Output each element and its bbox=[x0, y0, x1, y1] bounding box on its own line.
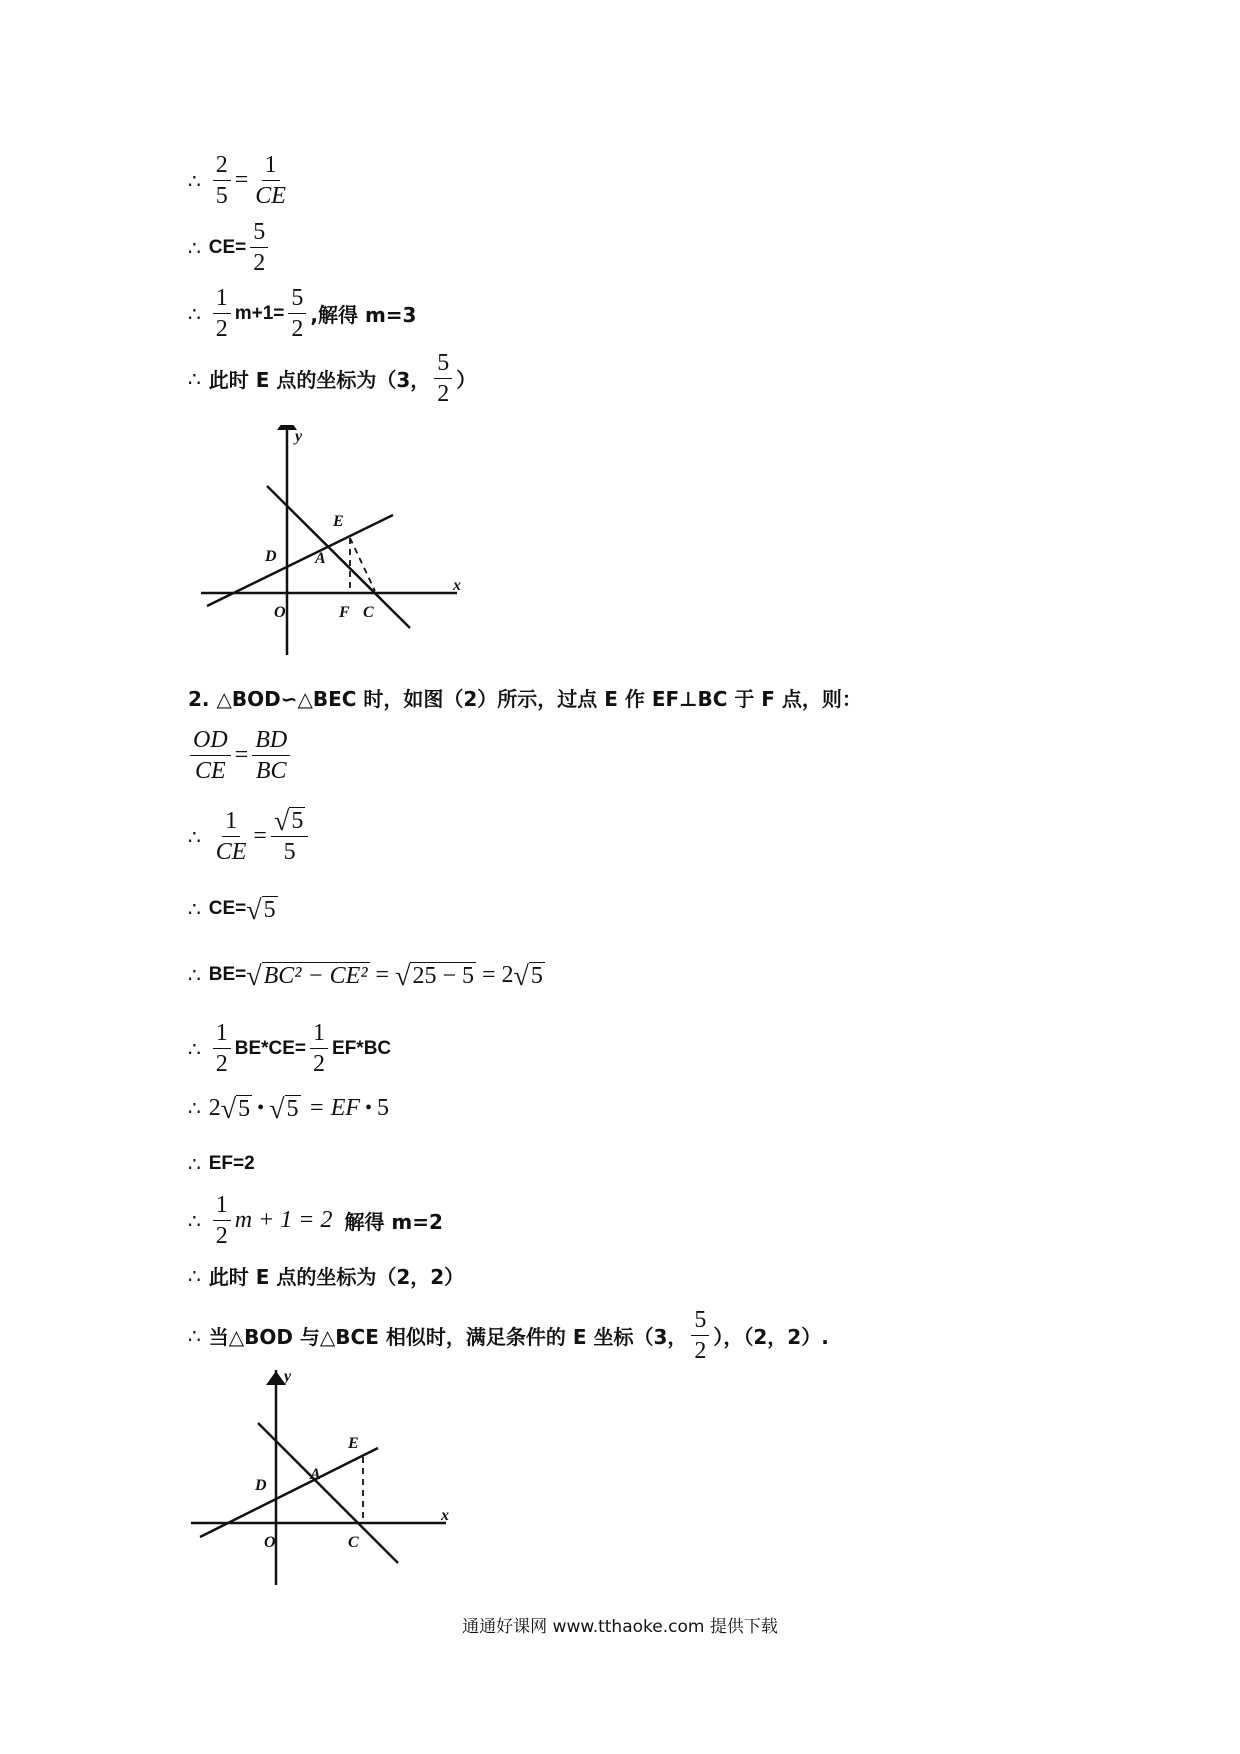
therefore-icon: ∴ bbox=[188, 824, 201, 849]
denominator: 2 bbox=[215, 316, 228, 342]
label: CE= bbox=[208, 898, 247, 919]
dashed-ec bbox=[350, 538, 375, 591]
therefore-icon: ∴ bbox=[188, 168, 201, 193]
therefore-icon: ∴ bbox=[188, 1323, 201, 1348]
dot-operator: • bbox=[365, 1096, 373, 1119]
sqrt: √ 5 bbox=[269, 1094, 299, 1125]
label-e: E bbox=[333, 513, 344, 530]
numerator: 5 bbox=[250, 217, 268, 248]
equation-text: EF=2 bbox=[208, 1153, 255, 1174]
denominator: 2 bbox=[694, 1338, 707, 1364]
numerator: 5 bbox=[691, 1305, 709, 1336]
denominator: 2 bbox=[437, 381, 450, 407]
denominator: 2 bbox=[215, 1223, 228, 1249]
therefore-icon: ∴ bbox=[188, 301, 201, 326]
step-ce-sqrt5 bbox=[188, 895, 278, 926]
step-be-value bbox=[188, 961, 545, 992]
fraction bbox=[310, 1018, 328, 1079]
sqrt: √ 5 bbox=[220, 1094, 251, 1125]
solution-text: ,解得 m=3 bbox=[310, 303, 417, 327]
numerator: OD bbox=[190, 725, 231, 756]
label: CE= bbox=[208, 236, 247, 258]
label-y: y bbox=[284, 1368, 292, 1385]
denominator: BC bbox=[255, 758, 287, 784]
label: BE= bbox=[208, 964, 247, 985]
fraction bbox=[213, 283, 231, 344]
label-a: A bbox=[315, 550, 326, 567]
step-solve-m3 bbox=[188, 283, 416, 344]
label-c: C bbox=[348, 1534, 359, 1551]
fraction bbox=[271, 806, 308, 867]
denominator: 2 bbox=[215, 1051, 228, 1077]
coordinate-text: 此时 E 点的坐标为（2，2） bbox=[208, 1265, 465, 1289]
label-d: D bbox=[255, 1477, 267, 1494]
denominator: CE bbox=[255, 183, 286, 209]
coefficient: 2 bbox=[208, 1094, 221, 1121]
numerator: 1 bbox=[213, 283, 231, 314]
radicand: 5 bbox=[238, 1096, 251, 1122]
label-x: x bbox=[441, 1507, 449, 1524]
line-bc bbox=[258, 1423, 398, 1563]
radicand: 5 bbox=[286, 1096, 299, 1122]
fraction bbox=[213, 1190, 231, 1251]
sqrt: √ 5 bbox=[513, 961, 543, 992]
denominator: 2 bbox=[253, 250, 266, 276]
conclusion-text: 当△BOD 与△BCE 相似时，满足条件的 E 坐标（3， bbox=[208, 1325, 688, 1349]
label-c: C bbox=[363, 604, 374, 621]
therefore-icon: ∴ bbox=[188, 897, 201, 921]
sqrt: √ BC² − CE² bbox=[246, 961, 368, 992]
fraction bbox=[288, 283, 306, 344]
label-x: x bbox=[453, 577, 461, 594]
radicand: 5 bbox=[263, 897, 276, 923]
equation-text: EF*BC bbox=[332, 1037, 392, 1059]
denominator: 5 bbox=[215, 183, 228, 209]
y-arrow-icon bbox=[277, 425, 297, 430]
label-e: E bbox=[348, 1435, 359, 1452]
denominator: CE bbox=[215, 839, 247, 865]
figure-2 bbox=[188, 1365, 468, 1595]
step-product-equation bbox=[188, 1094, 390, 1125]
dot-operator: • bbox=[257, 1096, 265, 1119]
conclusion bbox=[188, 1305, 829, 1366]
numerator: 1 bbox=[262, 150, 280, 181]
label-d: D bbox=[265, 548, 277, 565]
closing-paren: ） bbox=[456, 368, 477, 392]
step-solve-m2 bbox=[188, 1190, 443, 1251]
equation-text: BE*CE= bbox=[234, 1037, 307, 1059]
equation-text: m+1= bbox=[234, 302, 285, 324]
y-arrow-icon bbox=[266, 1371, 286, 1385]
numerator: 1 bbox=[213, 1018, 231, 1049]
figure-1 bbox=[195, 425, 475, 665]
numerator: 1 bbox=[310, 1018, 328, 1049]
numerator: BD bbox=[252, 725, 290, 756]
fraction bbox=[213, 806, 250, 867]
label-y: y bbox=[295, 428, 303, 445]
sqrt: √ 25 − 5 bbox=[395, 961, 474, 992]
fraction bbox=[213, 1018, 231, 1079]
equals: = bbox=[375, 961, 390, 988]
fraction bbox=[213, 150, 231, 211]
therefore-icon: ∴ bbox=[188, 963, 201, 987]
denominator: CE bbox=[195, 758, 226, 784]
radicand: BC² − CE² bbox=[263, 963, 368, 989]
fraction bbox=[691, 1305, 709, 1366]
step-e-coordinate-2 bbox=[188, 1261, 464, 1290]
label-o: O bbox=[274, 604, 286, 621]
solution-text: 解得 m=2 bbox=[344, 1210, 443, 1234]
label-f: F bbox=[339, 604, 350, 621]
therefore-icon: ∴ bbox=[188, 1208, 201, 1233]
case-2-heading bbox=[188, 683, 862, 712]
fraction bbox=[190, 725, 231, 786]
sqrt: √ 5 bbox=[273, 806, 304, 837]
numerator: 5 bbox=[434, 348, 452, 379]
radicand: 25 − 5 bbox=[412, 963, 474, 989]
therefore-icon: ∴ bbox=[188, 235, 201, 260]
radicand: 5 bbox=[291, 808, 304, 834]
fraction bbox=[252, 725, 290, 786]
therefore-icon: ∴ bbox=[188, 1263, 201, 1288]
label-o: O bbox=[264, 1534, 276, 1551]
therefore-icon: ∴ bbox=[188, 1036, 201, 1061]
step-ef-value bbox=[188, 1152, 255, 1176]
step-area-equation bbox=[188, 1018, 391, 1079]
equation-text: m + 1 = 2 bbox=[234, 1207, 333, 1233]
ratio-equation: $\frac{OD}{CE}$ = $\frac{BD}{BC}$ bbox=[190, 725, 294, 786]
coordinate-text: 此时 E 点的坐标为（3， bbox=[208, 368, 431, 392]
step-1-over-ce: ∴ $\frac{1}{CE}$ = √ 5 5 bbox=[188, 806, 312, 867]
therefore-icon: ∴ bbox=[188, 366, 201, 391]
denominator: 2 bbox=[291, 316, 304, 342]
fraction bbox=[252, 150, 289, 211]
fraction bbox=[434, 348, 452, 409]
conclusion-tail: ），（2，2）. bbox=[713, 1325, 829, 1349]
heading-text: 2. △BOD∽△BEC 时，如图（2）所示，过点 E 作 EF⊥BC 于 F 点，则： bbox=[188, 687, 862, 711]
therefore-icon: ∴ bbox=[188, 1096, 201, 1120]
denominator: 5 bbox=[283, 839, 296, 865]
sqrt: √ 5 bbox=[246, 895, 276, 926]
equation-text: = EF bbox=[308, 1094, 361, 1121]
numerator: 1 bbox=[222, 806, 240, 837]
equals-coefficient: = 2 bbox=[482, 961, 514, 988]
denominator: 2 bbox=[313, 1051, 326, 1077]
step-e-coordinate-1 bbox=[188, 348, 476, 409]
value: 5 bbox=[377, 1094, 390, 1121]
step-ratio-2-5: ∴ $\frac{2}{5}$ = $\frac{1}{CE}$ bbox=[188, 150, 293, 211]
numerator: 1 bbox=[213, 1190, 231, 1221]
therefore-icon: ∴ bbox=[188, 1152, 201, 1176]
footer: 通通好课网 www.tthaoke.com 提供下载 bbox=[462, 1617, 778, 1637]
label-a: A bbox=[310, 1466, 321, 1483]
step-ce-value bbox=[188, 217, 272, 278]
fraction bbox=[250, 217, 268, 278]
numerator: 5 bbox=[288, 283, 306, 314]
numerator: 2 bbox=[213, 150, 231, 181]
radicand: 5 bbox=[530, 963, 543, 989]
